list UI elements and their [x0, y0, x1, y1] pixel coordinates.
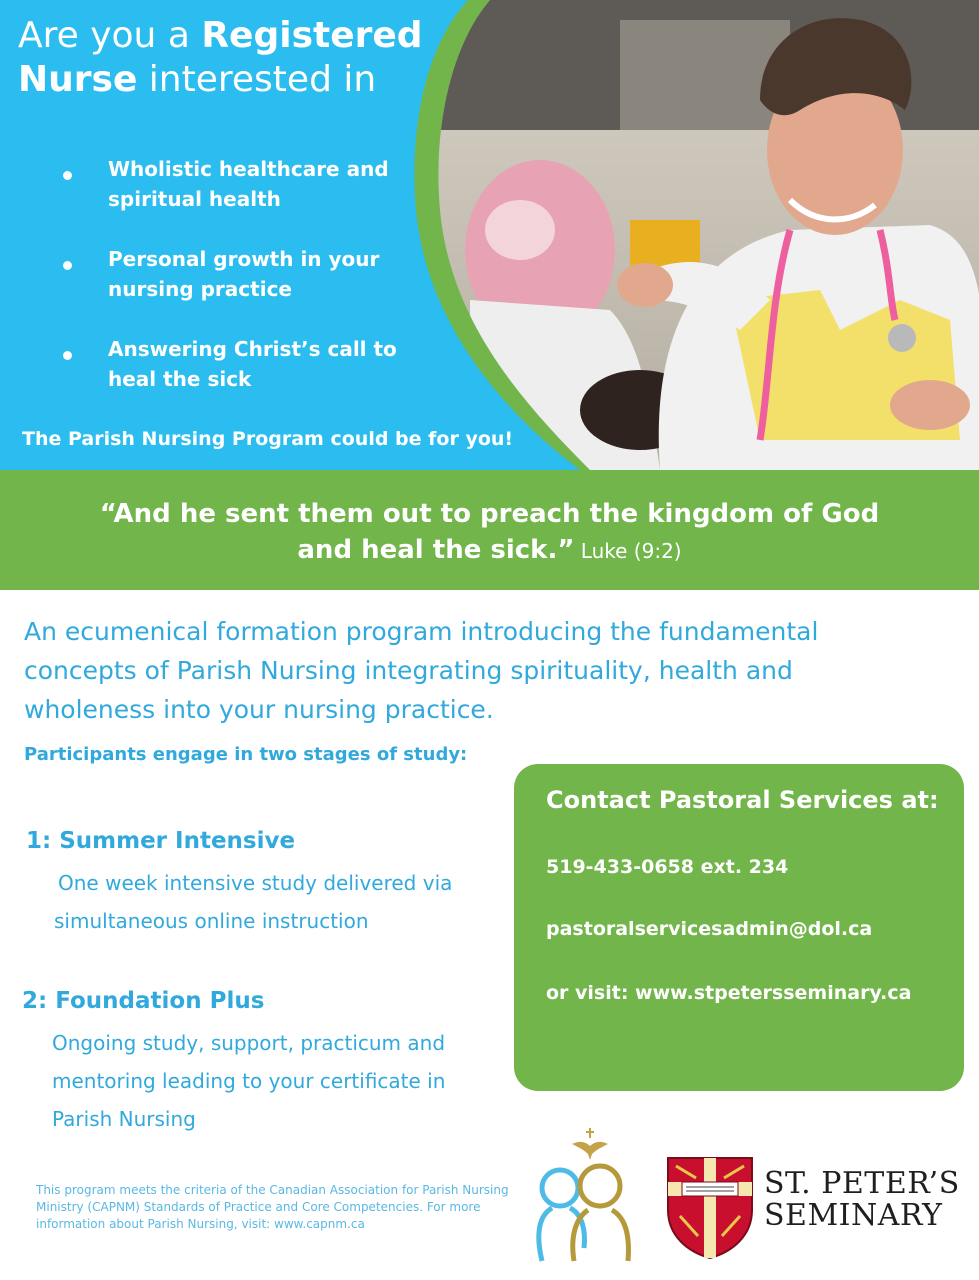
- seminary-line-1: ST. PETER’S: [764, 1166, 960, 1201]
- stage-1-title: 1: Summer Intensive: [26, 828, 296, 854]
- interest-item: Personal growth in your nursing practice: [60, 244, 400, 304]
- stage-2-description: Ongoing study, support, practicum and mentoring leading to your certificate in Parish Nursing: [52, 1031, 446, 1131]
- quote-citation: Luke (9:2): [574, 539, 682, 563]
- contact-title: Contact Pastoral Services at:: [546, 786, 939, 814]
- contact-website[interactable]: or visit: www.stpetersseminary.ca: [546, 982, 912, 1004]
- program-intro: An ecumenical formation program introducing the fundamental concepts of Parish Nursing integrating spirituality, health and wholeness into your nursing practice.: [24, 617, 819, 724]
- stage-1-description: One week intensive study delivered via simultaneous online instruction: [54, 871, 453, 933]
- seminary-crest-icon: [666, 1156, 754, 1260]
- capnm-footnote: This program meets the criteria of the Canadian Association for Parish Nursing Ministry (CAPNM) Standards of Practice and Core Competencies. For more information about Parish Nursing, visit: www.capnm.ca: [36, 1183, 509, 1231]
- contact-phone[interactable]: 519-433-0658 ext. 234: [546, 856, 789, 878]
- contact-email[interactable]: pastoralservicesadmin@dol.ca: [546, 918, 873, 940]
- headline: Are you a Registered Nurse interested in: [18, 15, 423, 100]
- interest-item: Wholistic healthcare and spiritual health: [60, 154, 400, 214]
- interest-item: Answering Christ’s call to heal the sick: [60, 334, 400, 394]
- scripture-quote: [0, 470, 979, 590]
- stages-heading: Participants engage in two stages of study:: [24, 744, 468, 765]
- quote-line-1: “And he sent them out to preach the kingdom of God: [99, 499, 880, 529]
- seminary-wordmark: [764, 1168, 960, 1232]
- stage-2-title: 2: Foundation Plus: [22, 988, 265, 1014]
- seminary-line-2: SEMINARY: [764, 1198, 943, 1233]
- contact-box: [514, 764, 964, 1091]
- hero-section: [0, 0, 979, 470]
- interest-list: [60, 154, 400, 424]
- quote-line-2: and heal the sick.” Luke (9:2): [297, 535, 682, 565]
- program-tagline: The Parish Nursing Program could be for you!: [22, 428, 514, 450]
- parish-nursing-logo-icon: [530, 1126, 660, 1266]
